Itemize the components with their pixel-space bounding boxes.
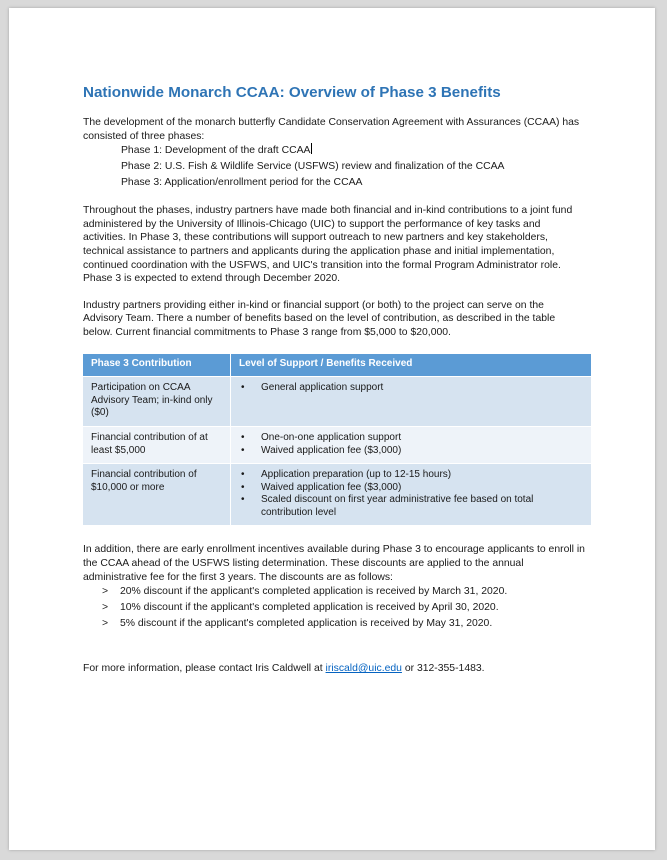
table-header-benefits: Level of Support / Benefits Received: [231, 354, 592, 377]
phase-item: Phase 1: Development of the draft CCAA: [121, 145, 311, 157]
benefits-cell: [231, 426, 592, 463]
contact-line: For more information, please contact Iris Caldwell at iriscald@uic.edu or 312-355-1483.: [83, 663, 485, 675]
benefit-item: • Waived application fee ($3,000): [239, 482, 583, 495]
table-row: [83, 464, 592, 526]
arrow-bullet-icon: >: [102, 602, 109, 614]
table-header-contribution: Phase 3 Contribution: [83, 354, 231, 377]
discount-item: > 5% discount if the applicant's completed application is received by May 31, 2020.: [83, 616, 585, 632]
discount-list: [83, 584, 585, 632]
contribution-cell: Financial contribution of $10,000 or more: [83, 464, 231, 526]
contribution-cell: Financial contribution of at least $5,000: [83, 426, 231, 463]
benefit-item: • One-on-one application support: [239, 432, 583, 445]
page-title: Nationwide Monarch CCAA: Overview of Phase 3 Benefits: [83, 84, 501, 101]
arrow-bullet-icon: >: [102, 618, 109, 630]
benefit-item: • Waived application fee ($3,000): [239, 445, 583, 458]
phase-list: [121, 143, 585, 191]
text-cursor: [311, 143, 312, 154]
intro-paragraph: The development of the monarch butterfly Candidate Conservation Agreement with Assurances (CCAA) has consisted of three phases:: [83, 117, 580, 142]
phase-item: Phase 3: Application/enrollment period for the CCAA: [121, 177, 363, 189]
benefit-item: • Scaled discount on first year administrative fee based on total contribution level: [239, 494, 583, 519]
benefits-cell: [231, 377, 592, 427]
incentives-paragraph: In addition, there are early enrollment incentives available during Phase 3 to encourage applicants to enroll in the CCAA ahead of the USFWS listing determination. These discounts are applied to the annual administrative fee for the first 3 years. The discounts are as follows:: [83, 544, 585, 583]
discount-item: > 20% discount if the applicant's completed application is received by March 31, 2020.: [83, 584, 585, 600]
benefits-table: [83, 354, 592, 526]
email-link[interactable]: iriscald@uic.edu: [325, 663, 402, 675]
arrow-bullet-icon: >: [102, 586, 109, 598]
contribution-cell: Participation on CCAA Advisory Team; in-kind only ($0): [83, 377, 231, 427]
benefit-item: • General application support: [239, 382, 583, 395]
contributions-paragraph: Throughout the phases, industry partners have made both financial and in-kind contributions to a joint fund administered by the University of Illinois-Chicago (UIC) to support the performance of key tasks and activities. In Phase 3, these contributions will support outreach to new partners and key stakeholders, technical assistance to partners and applicants during the application phase and initial implementation, continued coordination with the USFWS, and UIC's transition into the formal Program Administrator role. Phase 3 is expected to extend through December 2020.: [83, 205, 573, 285]
document-page: [9, 8, 655, 850]
discount-item: > 10% discount if the applicant's completed application is received by April 30, 2020.: [83, 600, 585, 616]
benefits-cell: [231, 464, 592, 526]
phase-item: Phase 2: U.S. Fish & Wildlife Service (USFWS) review and finalization of the CCAA: [121, 161, 505, 173]
table-row: [83, 426, 592, 463]
table-header-row: [83, 354, 592, 377]
partners-paragraph: Industry partners providing either in-kind or financial support (or both) to the project can serve on the Advisory Team. There a number of benefits based on the level of contribution, as described in the table below. Current financial commitments to Phase 3 range from $5,000 to $20,000.: [83, 299, 556, 338]
benefit-item: • Application preparation (up to 12-15 hours): [239, 469, 583, 482]
table-row: [83, 377, 592, 427]
